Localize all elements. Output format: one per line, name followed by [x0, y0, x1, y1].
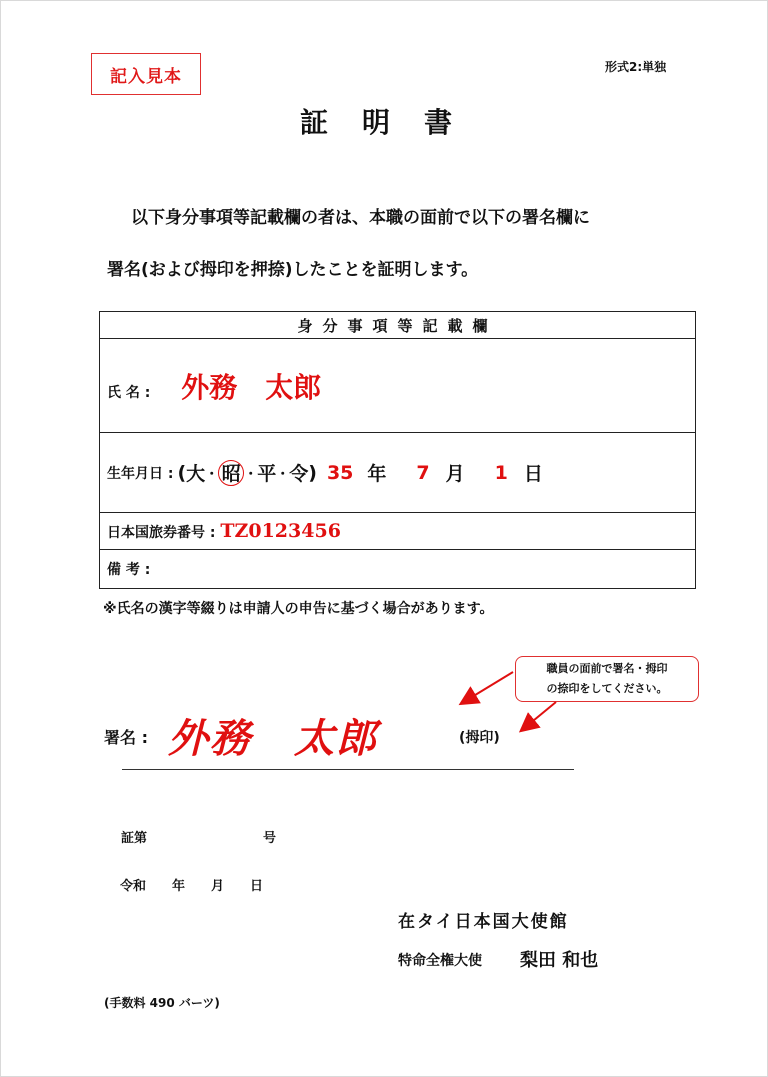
ambassador-name: 梨田 和也 [520, 950, 599, 971]
day-unit: 日 [523, 463, 543, 485]
arrow-to-signature [462, 672, 513, 703]
era-taisho: 大 [186, 463, 206, 485]
callout-line-2: の捺印をしてください。 [546, 682, 668, 695]
era-showa-circled: 昭 [218, 460, 244, 486]
era-separator: ・ [276, 467, 290, 482]
era-reiwa: 令 [289, 463, 309, 485]
signature-label: 署名 : [104, 728, 148, 747]
intro-line-2: 署名(および拇印を押捺)したことを証明します。 [107, 260, 479, 280]
identity-table-header: 身分事項等記載欄 [100, 312, 696, 339]
ambassador-title: 特命全権大使 [398, 953, 482, 969]
sample-label: 記入見本 [110, 66, 182, 87]
page-title: 証明書 [300, 106, 487, 139]
birth-month: 7 [416, 461, 430, 484]
birthdate-label: 生年月日 : [107, 465, 174, 482]
form-type: 形式2:単独 [605, 60, 667, 74]
passport-value: TZ0123456 [220, 520, 341, 542]
birth-year: 35 [326, 461, 354, 484]
era-separator: ・ [244, 467, 258, 482]
certificate-number-prefix: 証第 [121, 831, 148, 846]
intro-line-1: 以下身分事項等記載欄の者は、本職の面前で以下の署名欄に [131, 208, 590, 228]
remarks-label: 備 考 : [107, 562, 151, 578]
fee-note: (手数料 490 バーツ) [104, 996, 220, 1010]
certificate-number-suffix: 号 [263, 831, 277, 846]
era-heisei: 平 [257, 463, 277, 485]
thumbprint-label: (拇印) [459, 730, 500, 746]
signature-line [122, 769, 574, 770]
era-open-paren: ( [177, 461, 187, 484]
callout-line-1: 職員の面前で署名・拇印 [546, 662, 668, 675]
era-separator: ・ [205, 467, 219, 482]
signature-value: 外務 太郎 [168, 715, 378, 762]
month-unit: 月 [445, 463, 465, 485]
footnote: ※氏名の漢字等綴りは申請人の申告に基づく場合があります。 [103, 601, 494, 617]
name-value: 外務 太郎 [181, 370, 322, 404]
birth-day: 1 [494, 461, 508, 484]
era-close-paren: ) [308, 461, 317, 484]
name-label: 氏 名 : [107, 384, 151, 401]
embassy-name: 在タイ日本国大使館 [398, 912, 569, 932]
issue-date: 令和 年 月 日 [120, 879, 264, 894]
year-unit: 年 [367, 463, 387, 485]
passport-label: 日本国旅券番号 : [107, 525, 216, 541]
arrow-to-thumbprint [522, 702, 556, 730]
